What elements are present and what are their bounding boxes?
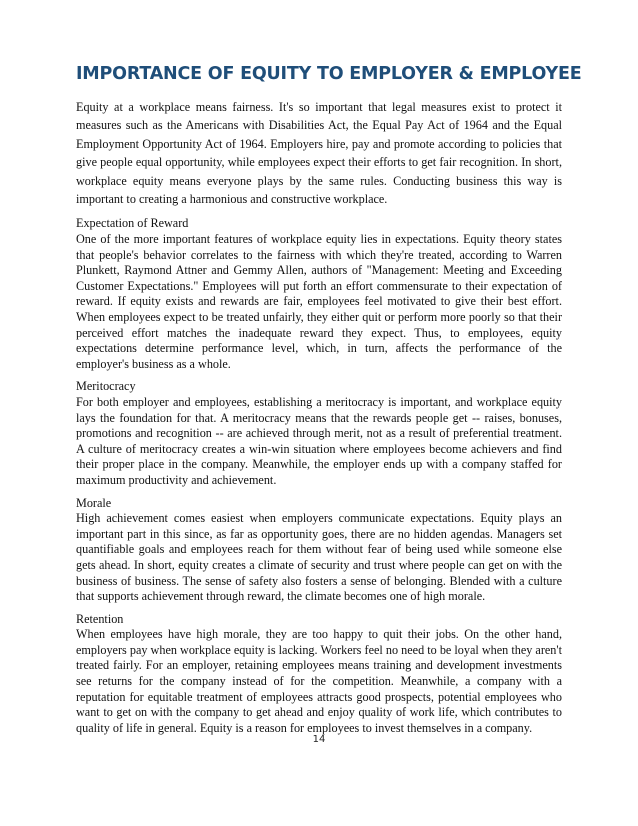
section-expectation-of-reward <box>76 216 562 372</box>
section-body: When employees have high morale, they are too happy to quit their jobs. On the other hand, employers pay when workplace equity is lacking. Workers feel no need to be loyal when they aren't treated fairly. For an employer, retaining employees means training and development investments see returns for the company instead of for the competition. Meanwhile, a company with a reputation for equitable treatment of employees attracts good prospects, potential employees who want to get on with the company to get ahead and enjoy quality of work life, which contributes to quality of life in general. Equity is a reason for employees to invest themselves in a company. <box>76 627 562 735</box>
page-number: 14 <box>312 734 326 745</box>
section-retention <box>76 612 562 737</box>
section-body: One of the more important features of workplace equity lies in expectations. Equity theory states that people's behavior correlates to the fairness with which they're treated, according to Warren Plunkett, Raymond Attner and Gemmy Allen, authors of "Management: Meeting and Exceeding Customer Expectations." Employees will put forth an effort commensurate to their expectation of reward. If equity exists and rewards are fair, employees feel motivated to give their best effort. When employees expect to be treated unfairly, they either quit or perform more poorly so that their perceived effort matches the inadequate reward they expect. Thus, to employees, equity expectations determine performance level, which, in turn, affects the performance of the employer's business as a whole. <box>76 232 562 371</box>
section-heading: Retention <box>76 611 124 626</box>
intro-paragraph: Equity at a workplace means fairness. It's so important that legal measures exist to protect it measures such as the Americans with Disabilities Act, the Equal Pay Act of 1964 and the Equal Employment Opportunity Act of 1964. Employers hire, pay and promote according to policies that give people equal opportunity, while employees expect their efforts to get fair recognition. In short, workplace equity means everyone plays by the same rules. Conducting business this way is important to creating a harmonious and constructive workplace. <box>76 100 562 207</box>
document-page <box>76 62 582 743</box>
section-morale <box>76 496 562 605</box>
section-body: High achievement comes easiest when employers communicate expectations. Equity plays an important part in this since, as far as opportunity goes, there are no hidden agendas. Managers set quantifiable goals and employees reach for them without fear of being used while someone else gets ahead. In short, equity creates a climate of security and trust where people can get on with the business of business. The sense of safety also fosters a sense of belonging. Blended with a culture that supports achievement through reward, the climate becomes one of high morale. <box>76 511 562 604</box>
section-heading: Meritocracy <box>76 379 136 394</box>
page-title: IMPORTANCE OF EQUITY TO EMPLOYER & EMPLOYEE <box>76 64 582 84</box>
section-heading: Expectation of Reward <box>76 216 189 231</box>
section-body: For both employer and employees, establishing a meritocracy is important, and workplace equity lays the foundation for that. A meritocracy means that the rewards people get -- raises, bonuses, promotions and recognition -- are achieved through merit, not as a result of preferential treatment. A culture of meritocracy creates a win-win situation where employees become achievers and find their proper place in the company. Meanwhile, the employer ends up with a company staffed for maximum productivity and achievement. <box>76 394 562 487</box>
section-meritocracy <box>76 379 562 488</box>
section-heading: Morale <box>76 495 112 510</box>
